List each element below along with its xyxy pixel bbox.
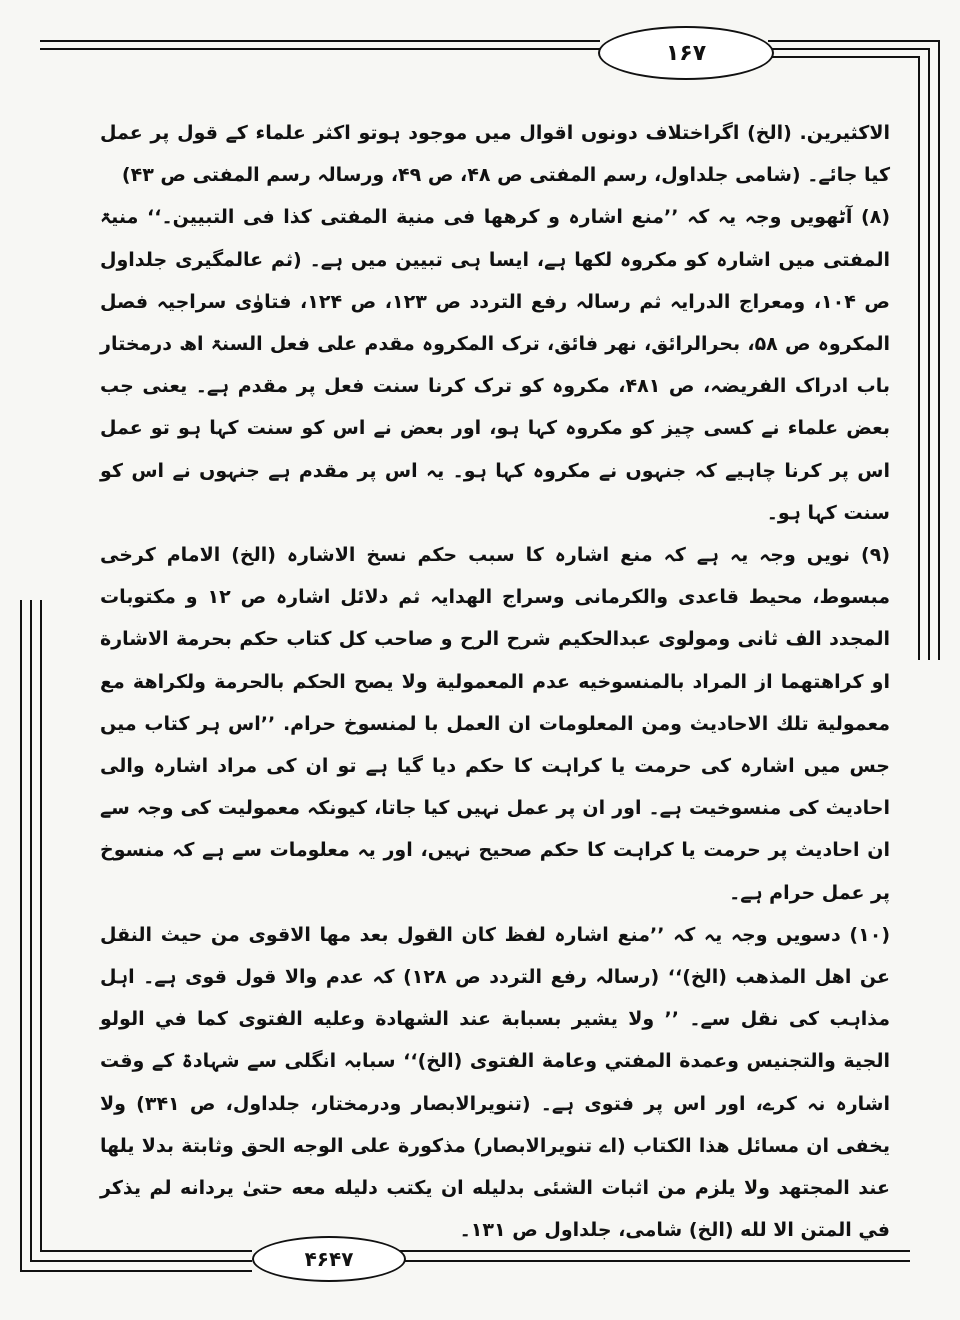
paragraph-8-marker: (۸) [861, 206, 890, 229]
page-body [100, 112, 890, 1251]
paragraph-10 [100, 914, 890, 1252]
frame-top-right-third [768, 56, 920, 58]
paragraph-8 [100, 196, 890, 534]
frame-left-outer [20, 600, 22, 1270]
paragraph-8-text: آٹھویں وجہ یہ کہ ’’منع اشارہ و کرهها فی منیة المفتی کذا فی التبیین۔‘‘ منیۃ المفتی میں اشارہ کو مکروہ لکھا ہے، ایسا ہی تبیین میں ہے۔ (ثم عالمگیری جلداول ص ۱۰۴، ومعراج الدرایہ ثم رسالہ رفع التردد ص ۱۲۳، ص ۱۲۴، فتاوٰی سراجیہ فصل المکروہ ص ۵۸، بحرالرائق، نھر فائق، ترک المکروہ مقدم علی فعل السنۃ اھ درمختار باب ادراک الفریضہ، ص ۴۸۱، مکروہ کو ترک کرنا سنت فعل پر مقدم ہے۔ یعنی جب بعض علماء نے کسی چیز کو مکروہ کہا ہو، اور بعض نے اس کو سنت کہا ہو تو عمل اس پر کرنا چاہیے کہ جنہوں نے مکروہ کہا ہو۔ یہ اس پر مقدم ہے جنہوں نے اس کو سنت کہا ہو۔ [100, 206, 890, 524]
frame-right-outer [938, 40, 940, 660]
frame-top-inner [40, 48, 600, 50]
frame-bottom-left-outer [20, 1270, 252, 1272]
frame-left-middle [30, 600, 32, 1260]
paragraph-9-marker: (۹) [861, 544, 890, 567]
frame-top-right-outer [768, 40, 940, 42]
frame-top-right-inner [768, 48, 930, 50]
paragraph-1-text: الاکثیرین. (الخ) اگراختلاف دونوں اقوال میں موجود ہوتو اکثر علماء کے قول پر عمل کیا جائے۔ (شامی جلداول، رسم المفتی ص ۴۸، ص ۴۹، ورسالہ رسم المفتی ص ۴۳) [100, 122, 890, 187]
paragraph-1 [100, 112, 890, 196]
frame-right-middle [928, 48, 930, 660]
header-page-number [598, 26, 774, 80]
frame-bottom-left-middle [30, 1260, 252, 1262]
frame-bottom-right-outer [400, 1260, 910, 1262]
paragraph-10-text: دسویں وجہ یہ کہ ’’منع اشارہ لفظ کان القول بعد مها الاقوی من حیث النقل عن اهل المذهب (الخ)‘‘ (رسالہ رفع التردد ص ۱۲۸) کہ عدم والا قول قوی ہے۔ اہل مذاہب کی نقل سے۔ ’’ ولا يشير بسبابة عند الشهادة وعليه الفتوى كما في الولو الجية والتجنيس وعمدة المفتي وعامة الفتوى (الخ)‘‘ سبابہ انگلی سے شہادۃ کے وقت اشارہ نہ کرے، اور اس پر فتوی ہے۔ (تنویرالابصار ودرمختار، جلداول، ص ۳۴۱) ولا يخفى ان مسائل هذا الكتاب (اے تنویرالابصار) مذكورة على الوجه الحق وثابتة بدلا يلها عند المجتهد ولا يلزم من اثبات الشئى بدليله ان يكتب دليله معه حتىٰ يردانه لم يذكر في المتن الا لله (الخ) شامی، جلداول ص ۱۳۱۔ [100, 923, 890, 1242]
frame-top-outer [40, 40, 600, 42]
header-page-number-text: ۱۶۷ [665, 40, 707, 66]
paragraph-10-marker: (۱۰) [849, 923, 890, 946]
frame-left-inner [40, 600, 42, 1250]
paragraph-9-text: نویں وجہ یہ ہے کہ منع اشارہ کا سبب حکم نسخ الاشارہ (الخ) الامام کرخی مبسوط، محیط قاعدی والکرمانی وسراج الھدایہ ثم دلائل اشارہ ص ۱۲ و مکتوبات المجدد الف ثانی ومولوی عبدالحکیم شرح الرح و صاحب کل کتاب حکم بحرمة الاشارة او كراهتهما از المراد بالمنسوخيه عدم المعمولية ولا يصح الحكم بالحرمة ولكراهة مع معمولية تلك الاحاديث ومن المعلومات ان العمل با لمنسوخ حرام. ’’اس ہر کتاب میں جس میں اشارہ کی حرمت یا کراہت کا حکم دیا گیا ہے تو ان کی مراد اشارہ والی احادیث کی منسوخیت ہے۔ اور ان پر عمل نہیں کیا جاتا، کیونکہ معمولیت کی وجہ سے ان احادیث پر حرمت یا کراہت کا حکم صحیح نہیں، اور یہ معلومات سے ہے کہ منسوخ پر عمل حرام ہے۔ [100, 544, 890, 904]
paragraph-9 [100, 534, 890, 914]
footer-page-number-text: ۴۶۴۷ [304, 1247, 354, 1271]
frame-right-inner [918, 56, 920, 660]
